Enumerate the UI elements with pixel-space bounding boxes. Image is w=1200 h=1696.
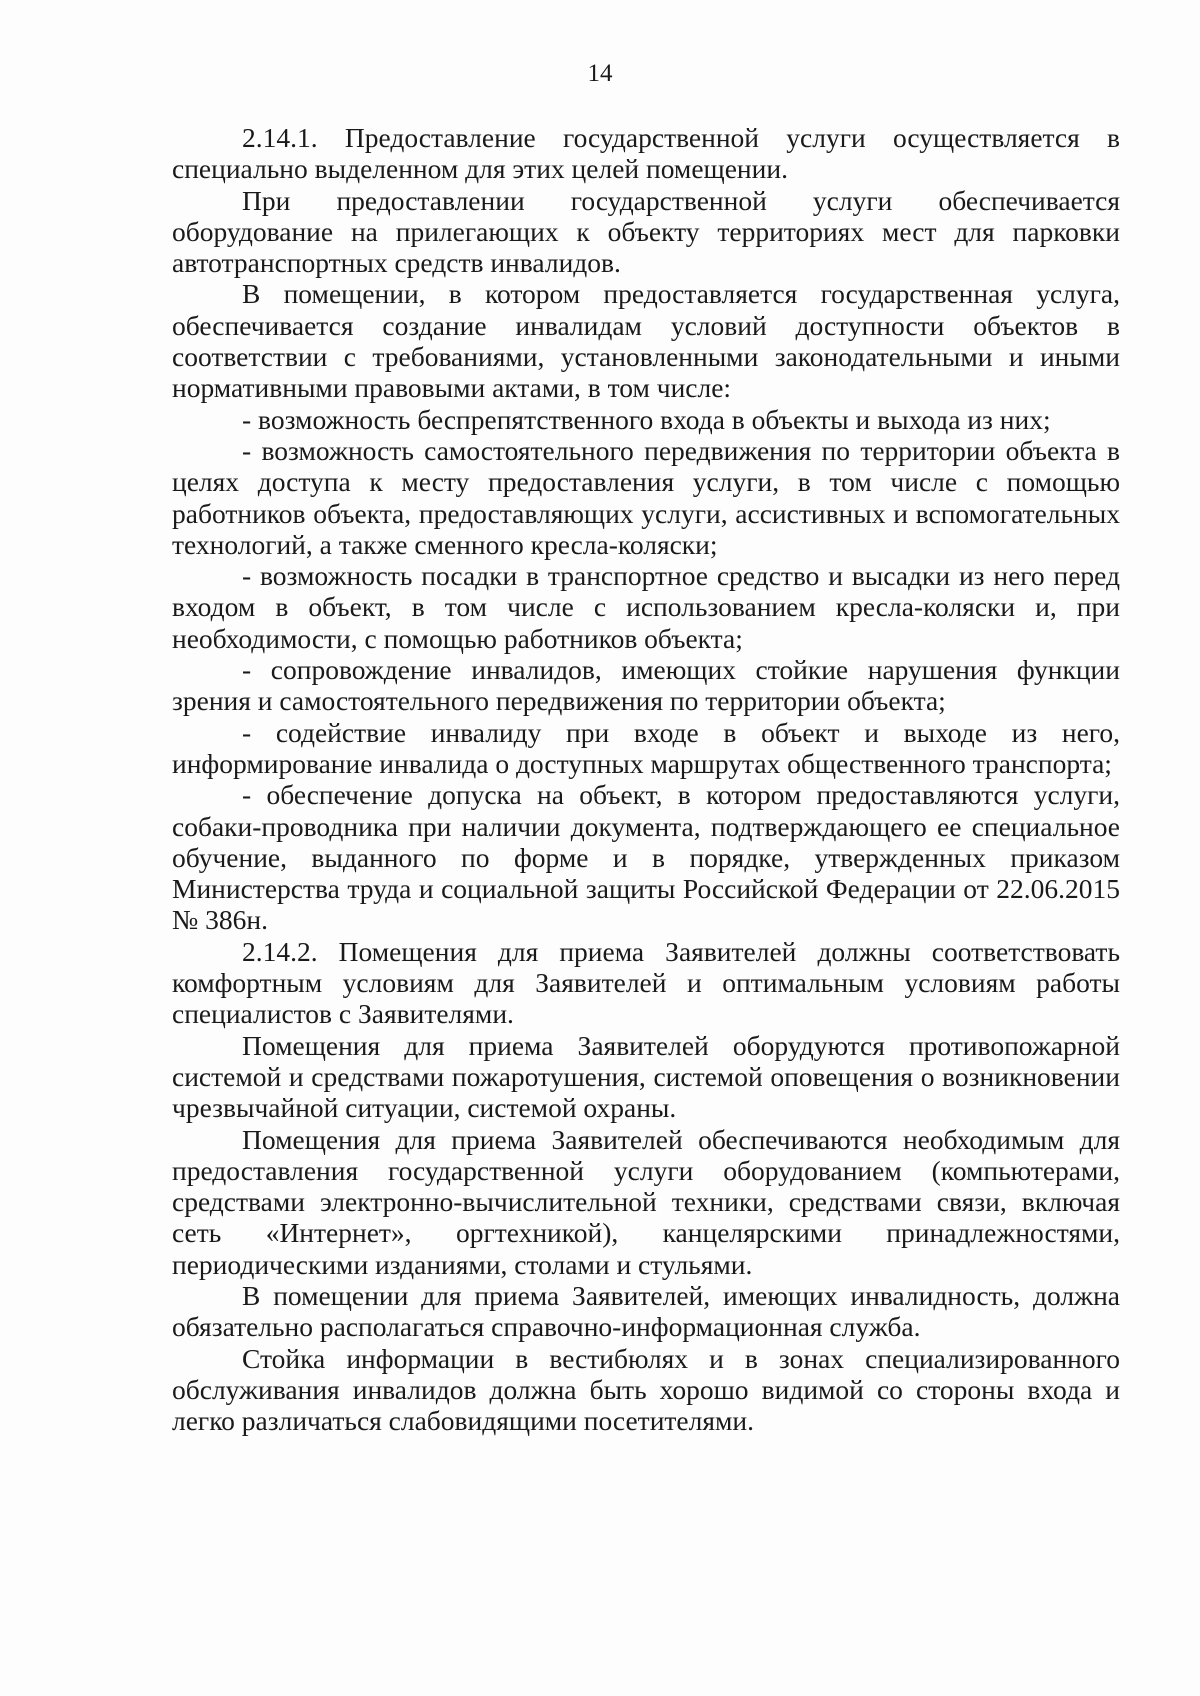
paragraph-accessibility-intro: В помещении, в котором предоставляется государственная услуга, обеспечивается создание инвалидам условий доступности объектов в соответствии с требованиями, установленными законодательными и иными нормативными правовыми актами, в том числе: — [172, 278, 1120, 404]
list-item-transport-boarding: - возможность посадки в транспортное средство и высадки из него перед входом в объект, в том числе с использованием кресла-коляски и, при необходимости, с помощью работников объекта; — [172, 560, 1120, 654]
paragraph-2-14-2: 2.14.2. Помещения для приема Заявителей должны соответствовать комфортным условиям для Заявителей и оптимальным условиям работы специалистов с Заявителями. — [172, 935, 1120, 1030]
list-item-movement: - возможность самостоятельного передвижения по территории объекта в целях доступа к месту предоставления услуги, в том числе с помощью работников объекта, предоставляющих услуги, ассистивных и вспомогательных технологий, а также сменного кресла-коляски; — [172, 434, 1120, 560]
paragraph-parking: При предоставлении государственной услуги обеспечивается оборудование на прилегающих к объекту территориях мест для парковки автотранспортных средств инвалидов. — [172, 184, 1120, 279]
paragraph-fire-safety: Помещения для приема Заявителей оборудуются противопожарной системой и средствами пожаротушения, системой оповещения о возникновении чрезвычайной ситуации, системой охраны. — [172, 1029, 1120, 1124]
paragraph-info-desk: Стойка информации в вестибюлях и в зонах специализированного обслуживания инвалидов должна быть хорошо видимой со стороны входа и легко различаться слабовидящими посетителями. — [172, 1342, 1120, 1437]
list-item-assistance: - содействие инвалиду при входе в объект и выходе из него, информирование инвалида о доступных маршрутах общественного транспорта; — [172, 716, 1120, 779]
document-body — [172, 122, 1120, 1436]
paragraph-equipment: Помещения для приема Заявителей обеспечиваются необходимым для предоставления государственной услуги оборудованием (компьютерами, средствами электронно-вычислительной техники, средствами связи, включая сеть «Интернет», оргтехникой), канцелярскими принадлежностями, периодическими изданиями, столами и стульями. — [172, 1123, 1120, 1280]
paragraph-2-14-1: 2.14.1. Предоставление государственной услуги осуществляется в специально выделенном для этих целей помещении. — [172, 122, 1120, 185]
list-item-escort: - сопровождение инвалидов, имеющих стойкие нарушения функции зрения и самостоятельного передвижения по территории объекта; — [172, 654, 1120, 717]
list-item-entrance: - возможность беспрепятственного входа в объекты и выхода из них; — [242, 403, 1051, 435]
page-number: 14 — [587, 60, 613, 87]
paragraph-info-service: В помещении для приема Заявителей, имеющих инвалидность, должна обязательно располагаться справочно-информационная служба. — [172, 1279, 1120, 1343]
list-item-guide-dog: - обеспечение допуска на объект, в котором предоставляются услуги, собаки-проводника при наличии документа, подтверждающего ее специальное обучение, выданного по форме и в порядке, утвержденных приказом Министерства труда и социальной защиты Российской Федерации от 22.06.2015 № 386н. — [172, 779, 1120, 936]
